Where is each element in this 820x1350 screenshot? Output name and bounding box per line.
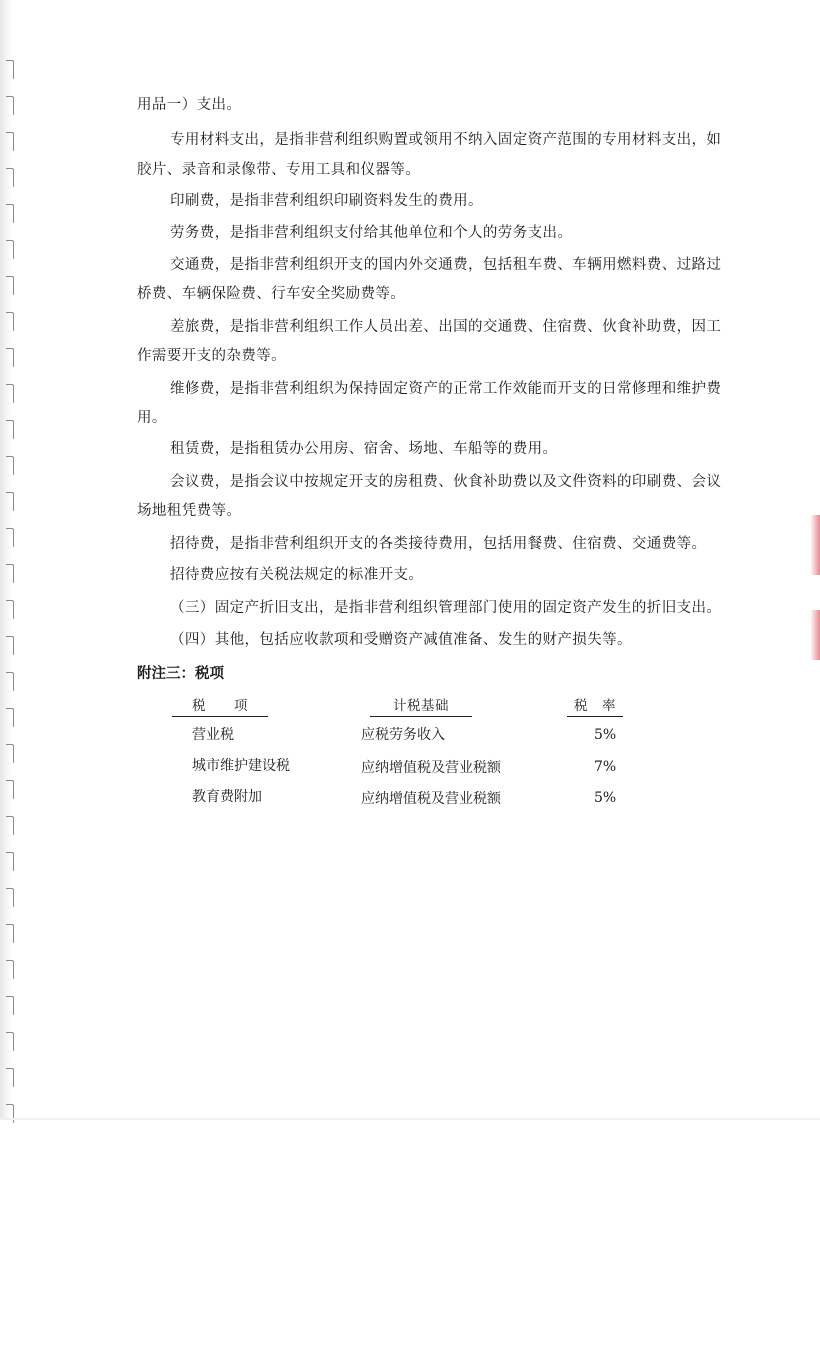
binding-mark [6, 564, 14, 583]
paragraph-line: （三）固定产折旧支出，是指非营利组织管理部门使用的固定资产发生的折旧支出。 [170, 600, 722, 616]
paragraph-line: 胶片、录音和录像带、专用工具和仪器等。 [137, 162, 421, 178]
binding-mark [6, 132, 14, 151]
table-cell-tax-item: 城市维护建设税 [192, 758, 290, 774]
paragraph-line: 用品一）支出。 [137, 97, 242, 113]
binding-mark [6, 672, 14, 691]
table-header-tax-item: 税 项 [172, 694, 268, 717]
paragraph-line: 场地租凭费等。 [137, 503, 242, 519]
table-cell-tax-rate: 5% [594, 790, 617, 806]
scan-bottom-edge [0, 1118, 820, 1120]
notes-title: 附注三：税项 [137, 665, 224, 682]
binding-mark [6, 960, 14, 979]
table-header-tax-basis: 计税基础 [370, 694, 472, 717]
table-cell-tax-basis: 应纳增值税及营业税额 [361, 791, 501, 807]
binding-mark [6, 96, 14, 115]
binding-mark [6, 312, 14, 331]
table-header-tax-rate: 税 率 [567, 694, 623, 717]
paragraph-line: 会议费，是指会议中按规定开支的房租费、伙食补助费以及文件资料的印刷费、会议 [170, 474, 722, 490]
binding-mark [6, 852, 14, 871]
binding-mark [6, 1032, 14, 1051]
binding-mark [6, 240, 14, 259]
binding-mark [6, 600, 14, 619]
binding-mark [6, 1068, 14, 1087]
paragraph-line: 差旅费，是指非营利组织工作人员出差、出国的交通费、住宿费、伙食补助费，因工 [170, 319, 722, 335]
binding-mark [6, 276, 14, 295]
table-cell-tax-rate: 7% [594, 759, 617, 775]
binding-mark [6, 708, 14, 727]
binding-mark [6, 60, 14, 79]
paragraph-line: 桥费、车辆保险费、行车安全奖励费等。 [137, 286, 406, 302]
binding-mark [6, 744, 14, 763]
table-cell-tax-basis: 应税劳务收入 [361, 727, 445, 743]
binding-holes [0, 0, 30, 1120]
seal-stamp-edge [810, 515, 820, 575]
paragraph-line: 印刷费，是指非营利组织印刷资料发生的费用。 [170, 193, 483, 209]
binding-mark [6, 1104, 14, 1123]
binding-mark [6, 492, 14, 511]
paragraph-line: 维修费，是指非营利组织为保持固定资产的正常工作效能而开支的日常修理和维护费 [170, 381, 722, 397]
binding-mark [6, 204, 14, 223]
binding-mark [6, 168, 14, 187]
seal-stamp-edge [810, 610, 820, 660]
table-cell-tax-item: 教育费附加 [192, 789, 262, 805]
paragraph-line: 交通费，是指非营利组织开支的国内外交通费，包括租车费、车辆用燃料费、过路过 [170, 257, 722, 273]
binding-mark [6, 528, 14, 547]
binding-mark [6, 348, 14, 367]
table-cell-tax-basis: 应纳增值税及营业税额 [361, 760, 501, 776]
paragraph-line: 租赁费，是指租赁办公用房、宿舍、场地、车船等的费用。 [170, 441, 558, 457]
paragraph-line: 招待费应按有关税法规定的标准开支。 [170, 567, 424, 583]
paragraph-line: 招待费，是指非营利组织开支的各类接待费用，包括用餐费、住宿费、交通费等。 [170, 536, 707, 552]
binding-mark [6, 420, 14, 439]
binding-mark [6, 780, 14, 799]
binding-mark [6, 888, 14, 907]
paragraph-line: 作需要开支的杂费等。 [137, 348, 286, 364]
binding-mark [6, 816, 14, 835]
binding-mark [6, 636, 14, 655]
binding-mark [6, 996, 14, 1015]
binding-mark [6, 456, 14, 475]
paragraph-line: 用。 [137, 410, 167, 426]
binding-mark [6, 384, 14, 403]
paragraph-line: （四）其他，包括应收款项和受赠资产减值准备、发生的财产损失等。 [170, 632, 632, 648]
binding-mark [6, 924, 14, 943]
paragraph-line: 劳务费，是指非营利组织支付给其他单位和个人的劳务支出。 [170, 225, 573, 241]
table-cell-tax-rate: 5% [594, 727, 617, 743]
table-cell-tax-item: 营业税 [192, 727, 234, 743]
paragraph-line: 专用材料支出，是指非营利组织购置或领用不纳入固定资产范围的专用材料支出，如 [170, 132, 722, 148]
